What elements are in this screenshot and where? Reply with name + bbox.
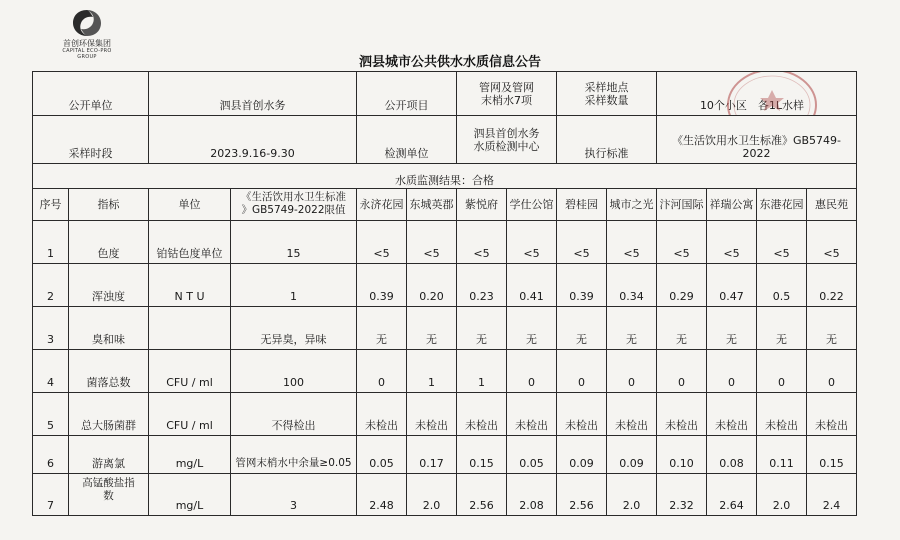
- label-standard: 执行标准: [557, 116, 657, 164]
- row-value: 0.47: [707, 263, 757, 306]
- row-value: 无: [407, 306, 457, 349]
- row-limit: 1: [231, 263, 357, 306]
- row-indicator: 臭和味: [69, 306, 149, 349]
- value-testing-unit-line1: 泗县首创水务: [473, 126, 540, 140]
- water-quality-table: [32, 71, 857, 516]
- row-no: 3: [33, 306, 69, 349]
- header-site: 碧桂园: [557, 188, 607, 220]
- row-unit: [149, 306, 231, 349]
- row-value: <5: [757, 220, 807, 263]
- row-value: 未检出: [457, 392, 507, 435]
- row-value: <5: [407, 220, 457, 263]
- row-value: 未检出: [807, 392, 857, 435]
- row-no: 1: [33, 220, 69, 263]
- row-value: 未检出: [507, 392, 557, 435]
- header-standard-line2: 》GB5749-2022限值: [241, 204, 346, 216]
- header-unit: 单位: [149, 188, 231, 220]
- row-value: 0.20: [407, 263, 457, 306]
- row-value: 未检出: [657, 392, 707, 435]
- row-indicator-line1: 高锰酸盐指: [82, 476, 135, 489]
- row-value: 0.05: [357, 435, 407, 473]
- row-value: 2.32: [657, 473, 707, 515]
- row-value: <5: [707, 220, 757, 263]
- table-row: [33, 473, 857, 515]
- row-value: 2.0: [407, 473, 457, 515]
- header-site: 汴河国际: [657, 188, 707, 220]
- value-sampling-period: 2023.9.16-9.30: [149, 116, 357, 164]
- row-value: 2.56: [557, 473, 607, 515]
- row-value: <5: [657, 220, 707, 263]
- label-project: 公开项目: [357, 72, 457, 116]
- row-value: 无: [757, 306, 807, 349]
- row-unit: mg/L: [149, 435, 231, 473]
- row-value: 2.64: [707, 473, 757, 515]
- row-value: 无: [357, 306, 407, 349]
- row-no: 5: [33, 392, 69, 435]
- row-unit: CFU / ml: [149, 349, 231, 392]
- row-no: 7: [33, 473, 69, 515]
- row-value: 未检出: [357, 392, 407, 435]
- row-value: 1: [407, 349, 457, 392]
- row-value: 无: [707, 306, 757, 349]
- row-value: 无: [557, 306, 607, 349]
- header-standard-limit: [231, 188, 357, 220]
- row-value: 2.0: [607, 473, 657, 515]
- header-site: 紫悦府: [457, 188, 507, 220]
- official-seal-icon: [724, 72, 820, 116]
- row-no: 6: [33, 435, 69, 473]
- row-value: <5: [607, 220, 657, 263]
- table-row: [33, 220, 857, 263]
- row-indicator: 总大肠菌群: [69, 392, 149, 435]
- row-value: 无: [807, 306, 857, 349]
- row-value: 0: [557, 349, 607, 392]
- header-standard-line1: 《生活饮用水卫生标准: [241, 191, 346, 203]
- row-limit: 100: [231, 349, 357, 392]
- row-unit: 铂钴色度单位: [149, 220, 231, 263]
- table-row: [33, 392, 857, 435]
- row-value: 0.22: [807, 263, 857, 306]
- row-indicator: 菌落总数: [69, 349, 149, 392]
- label-testing-unit: 检测单位: [357, 116, 457, 164]
- row-value: 未检出: [407, 392, 457, 435]
- row-value: 0: [607, 349, 657, 392]
- header-site: 学仕公馆: [507, 188, 557, 220]
- header-site: 城市之光: [607, 188, 657, 220]
- row-limit: 不得检出: [231, 392, 357, 435]
- spacer-row: [33, 164, 857, 174]
- value-testing-unit: [457, 116, 557, 164]
- row-limit: 无异臭，异味: [231, 306, 357, 349]
- row-value: 无: [607, 306, 657, 349]
- header-site: 永济花园: [357, 188, 407, 220]
- row-value: 2.08: [507, 473, 557, 515]
- label-sampling-period: 采样时段: [33, 116, 149, 164]
- row-value: 0.10: [657, 435, 707, 473]
- row-indicator-line2: 数: [103, 489, 114, 502]
- row-value: <5: [457, 220, 507, 263]
- row-value: 未检出: [607, 392, 657, 435]
- row-no: 4: [33, 349, 69, 392]
- row-value: 0: [507, 349, 557, 392]
- company-name: 首创环保集团: [63, 39, 111, 48]
- company-name-en: CAPITAL ECO-PRO GROUP: [62, 48, 112, 60]
- row-value: 0: [707, 349, 757, 392]
- row-unit: N T U: [149, 263, 231, 306]
- row-no: 2: [33, 263, 69, 306]
- row-value: 0: [807, 349, 857, 392]
- row-value: 未检出: [557, 392, 607, 435]
- header-no: 序号: [33, 188, 69, 220]
- row-value: 0.11: [757, 435, 807, 473]
- row-value: 未检出: [757, 392, 807, 435]
- row-indicator: [69, 473, 149, 515]
- row-value: 无: [657, 306, 707, 349]
- row-value: 0.09: [557, 435, 607, 473]
- header-site: 惠民苑: [807, 188, 857, 220]
- row-indicator: 浑浊度: [69, 263, 149, 306]
- row-value: 0.29: [657, 263, 707, 306]
- value-sampling-site-text: 10个小区 各1L水样: [699, 99, 805, 112]
- table-row: [33, 263, 857, 306]
- info-row-2: [33, 116, 857, 164]
- result-line: 水质监测结果：合格: [33, 174, 857, 189]
- row-value: 2.48: [357, 473, 407, 515]
- label-publisher: 公开单位: [33, 72, 149, 116]
- row-value: 0.15: [457, 435, 507, 473]
- company-logo-icon: [70, 8, 104, 38]
- row-limit: 15: [231, 220, 357, 263]
- spacer-cell: [33, 164, 857, 174]
- value-testing-unit-line2: 水质检测中心: [473, 139, 540, 153]
- table-row: [33, 349, 857, 392]
- row-value: 2.4: [807, 473, 857, 515]
- row-value: 0.41: [507, 263, 557, 306]
- label-sampling-site: [557, 72, 657, 116]
- row-value: 0: [657, 349, 707, 392]
- row-value: 未检出: [707, 392, 757, 435]
- row-unit: mg/L: [149, 473, 231, 515]
- row-value: 无: [457, 306, 507, 349]
- table-header-row: [33, 188, 857, 220]
- row-value: 1: [457, 349, 507, 392]
- row-value: 0.09: [607, 435, 657, 473]
- row-value: 0: [357, 349, 407, 392]
- row-value: <5: [807, 220, 857, 263]
- row-value: 0.17: [407, 435, 457, 473]
- header-site: 东城英郡: [407, 188, 457, 220]
- row-value: 0.23: [457, 263, 507, 306]
- row-value: <5: [357, 220, 407, 263]
- header-indicator: 指标: [69, 188, 149, 220]
- value-publisher: 泗县首创水务: [149, 72, 357, 116]
- result-row: [33, 174, 857, 189]
- value-project-line1: 管网及管网: [479, 80, 534, 94]
- row-indicator: 色度: [69, 220, 149, 263]
- row-limit: 管网末梢水中余量≥0.05: [231, 435, 357, 473]
- row-value: 0.39: [557, 263, 607, 306]
- row-value: 0.15: [807, 435, 857, 473]
- header-site: 东港花园: [757, 188, 807, 220]
- value-sampling-site: [657, 72, 857, 116]
- page-title: 泗县城市公共供水水质信息公告: [358, 55, 541, 70]
- row-value: 0: [757, 349, 807, 392]
- row-value: <5: [507, 220, 557, 263]
- row-value: 0.05: [507, 435, 557, 473]
- value-project: [457, 72, 557, 116]
- row-value: <5: [557, 220, 607, 263]
- value-standard: 《生活饮用水卫生标准》GB5749-2022: [657, 116, 857, 164]
- table-row: [33, 435, 857, 473]
- row-value: 0.34: [607, 263, 657, 306]
- value-project-line2: 末梢水7项: [481, 93, 532, 107]
- row-value: 2.0: [757, 473, 807, 515]
- table-row: [33, 306, 857, 349]
- info-row-1: [33, 72, 857, 116]
- row-value: 0.5: [757, 263, 807, 306]
- row-value: 2.56: [457, 473, 507, 515]
- header-site: 祥瑞公寓: [707, 188, 757, 220]
- label-sampling-site-line2: 采样数量: [584, 93, 629, 107]
- row-value: 无: [507, 306, 557, 349]
- row-value: 0.39: [357, 263, 407, 306]
- label-sampling-site-line1: 采样地点: [584, 80, 629, 94]
- row-unit: CFU / ml: [149, 392, 231, 435]
- row-value: 0.08: [707, 435, 757, 473]
- row-indicator: 游离氯: [69, 435, 149, 473]
- row-limit: 3: [231, 473, 357, 515]
